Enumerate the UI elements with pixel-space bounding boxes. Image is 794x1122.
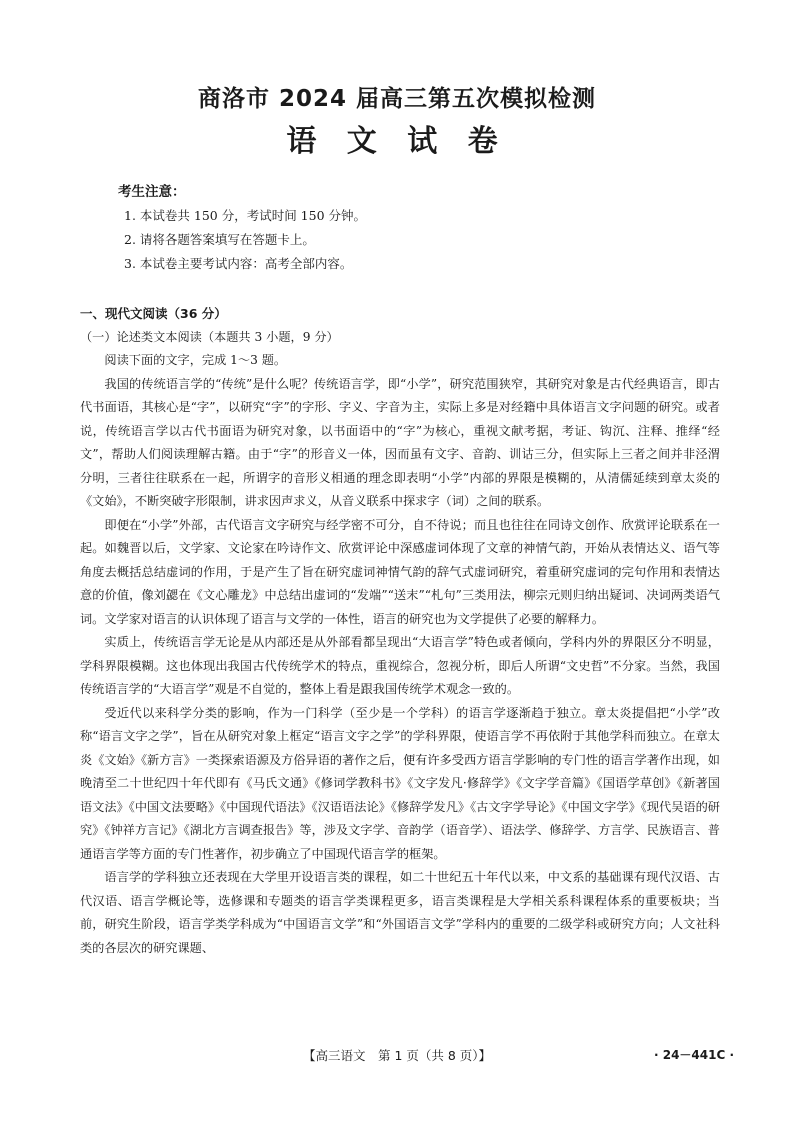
reading-section: [80, 302, 720, 960]
exam-code: · 24－441C ·: [654, 1048, 735, 1062]
candidate-notice: [118, 180, 678, 276]
notice-item: 3. 本试卷主要考试内容：高考全部内容。: [124, 256, 353, 271]
notice-heading: 考生注意：: [118, 184, 186, 200]
passage-paragraph: 我国的传统语言学的“传统”是什么呢？传统语言学，即“小学”，研究范围狭窄，其研究对象是古代经典语言，即古代书面语，其核心是“字”，以研究“字”的字形、字义、字音为主，实际上多是对经籍中具体语言文字问题的研究。或者说，传统语言学以古代书面语为研究对象，以书面语中的“字”为核心，重视文献考据，考证、钩沉、注释、推绎“经文”，帮助人们阅读理解古籍。由于“字”的形音义一体，因而虽有文字、音韵、训诂三分，但实际上三者之间并非泾渭分明，三者往往联系在一起，所谓字的音形义相通的理念即表明“小学”内部的界限是模糊的，从清儒延续到章太炎的《文始》，不断突破字形限制，讲求因声求义，从音义联系中探求字（词）之间的联系。: [80, 376, 720, 508]
passage-paragraph: 实质上，传统语言学无论是从内部还是从外部看都呈现出“大语言学”特色或者倾向，学科内外的界限区分不明显，学科界限模糊。这也体现出我国古代传统学术的特点，重视综合，忽视分析，即后人所谓“文史哲”不分家。当然，我国传统语言学的“大语言学”观是不自觉的，整体上看是跟我国传统学术观念一致的。: [80, 635, 720, 696]
section-subheading: （一）论述类文本阅读（本题共 3 小题，9 分）: [80, 329, 339, 344]
section-instruction: 阅读下面的文字，完成 1～3 题。: [104, 353, 287, 367]
passage-paragraph: 即便在“小学”外部，古代语言文字研究与经学密不可分，自不待说；而且也往往在同诗文创作、欣赏评论联系在一起。如魏晋以后，文学家、文论家在吟诗作文、欣赏评论中深感虚词体现了文章的神情气韵，开始从表情达义、语气等角度去概括总结虚词的作用，于是产生了旨在研究虚词神情气韵的辞气式虚词研究，着重研究虚词的完句作用和表情达意的价值，像刘勰在《文心雕龙》中总结出虚词的“发端”“送末”“札句”三类用法，柳宗元则归纳出疑词、决词两类语气词。文学家对语言的认识体现了语言与文学的一体性，语言的研究也为文学提供了必要的解释力。: [80, 517, 720, 626]
exam-title: 商洛市 2024 届高三第五次模拟检测: [197, 86, 597, 112]
page-number-label: 【高三语文 第 1 页（共 8 页）】: [302, 1048, 492, 1063]
passage-paragraph: 语言学的学科独立还表现在大学里开设语言类的课程，如二十世纪五十年代以来，中文系的基础课有现代汉语、古代汉语、语言学概论等，选修课和专题类的语言学类课程更多，语言类课程是大学相关系科课程体系的重要板块；当前，研究生阶段，语言学类学科成为“中国语言文学”和“外国语言文学”学科内的重要的二级学科或研究方向；人文社科类的各层次的研究课题、: [80, 870, 720, 955]
notice-item: 1. 本试卷共 150 分，考试时间 150 分钟。: [124, 208, 367, 223]
passage-paragraph: 受近代以来科学分类的影响，作为一门科学（至少是一个学科）的语言学逐渐趋于独立。章太炎提倡把“小学”改称“语言文字之学”，旨在从研究对象上框定“语言文字之学”的学科界限，使语言学不再依附于其他学科而独立。在章太炎《文始》《新方言》一类探索语源及方俗异语的著作之后，便有许多受西方语言学影响的专门性的语言学著作出现，如晚清至二十世纪四十年代即有《马氏文通》《修词学教科书》《文字发凡·修辞学》《文字学音篇》《国语学草创》《新著国语文法》《中国文法要略》《中国现代语法》《汉语语法论》《修辞学发凡》《古文字学导论》《中国文字学》《现代吴语的研究》《钟祥方言记》《湖北方言调查报告》等，涉及文字学、音韵学（语音学）、语法学、修辞学、方言学、民族语言、普通语言学等方面的专门性著作，初步确立了中国现代语言学的框架。: [80, 705, 720, 861]
notice-item: 2. 请将各题答案填写在答题卡上。: [124, 232, 315, 247]
exam-subject-title: 语 文 试 卷: [286, 124, 508, 159]
section-heading: 一、现代文阅读（36 分）: [80, 306, 227, 321]
